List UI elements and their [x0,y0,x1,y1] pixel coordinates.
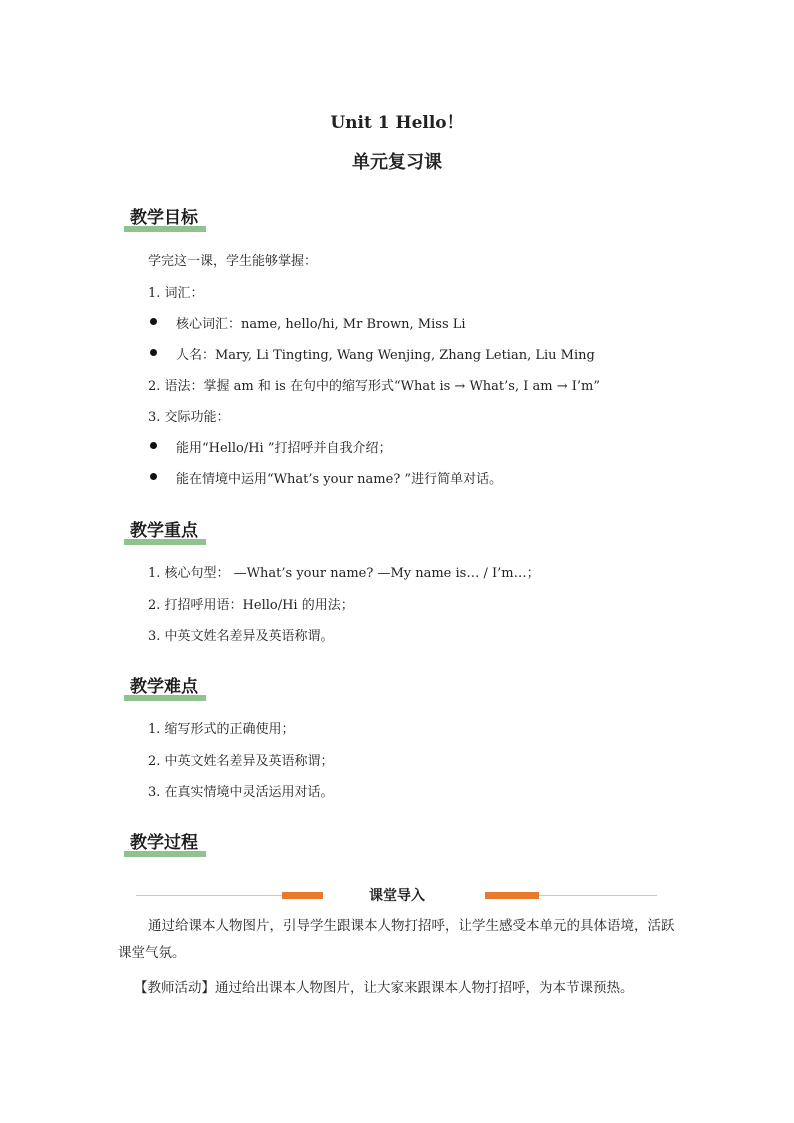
process-paragraph-1: 通过给课本人物图片，引导学生跟课本人物打招呼，让学生感受本单元的具体语境，活跃课堂气氛。 [118,918,675,961]
difficulties-item-3: 3. 在真实情境中灵活运用对话。 [148,785,334,800]
objectives-intro: 学完这一课，学生能够掌握： [148,254,318,269]
key-points-item-1: 1. 核心句型： —What’s your name? —My name is… / I’m…； [148,566,540,581]
section-heading-key-points: 教学重点 [128,516,202,543]
key-points-item-2: 2. 打招呼用语：Hello/Hi 的用法； [148,598,354,613]
section-heading-difficulties: 教学难点 [128,672,202,699]
subsection-heading-intro: 课堂导入 [369,888,425,904]
section-heading-process: 教学过程 [128,828,202,855]
bullet-dot [150,473,157,480]
objectives-bullet-2: 人名：Mary, Li Tingting, Wang Wenjing, Zhang Letian, Liu Ming [176,348,595,363]
objectives-item-2: 2. 语法：掌握 am 和 is 在句中的缩写形式“What is → What’s, I am → I’m” [148,379,600,394]
divider-accent-right [485,892,539,899]
key-points-item-3: 3. 中英文姓名差异及英语称谓。 [148,629,334,644]
difficulties-item-2: 2. 中英文姓名差异及英语称谓； [148,754,334,769]
objectives-bullet-1: 核心词汇：name, hello/hi, Mr Brown, Miss Li [176,317,466,332]
objectives-item-1: 1. 词汇： [148,286,204,301]
objectives-bullet-3: 能用“Hello/Hi ”打招呼并自我介绍； [176,441,392,456]
objectives-bullet-4: 能在情境中运用“What’s your name? ”进行简单对话。 [176,472,503,487]
bullet-dot [150,318,157,325]
bullet-dot [150,442,157,449]
section-heading-objectives: 教学目标 [128,203,202,230]
divider-line-right [539,895,657,896]
unit-title: Unit 1 Hello！ [330,113,464,133]
bullet-dot [150,349,157,356]
process-paragraph-2: 【教师活动】通过给出课本人物图片，让大家来跟课本人物打招呼，为本节课预热。 [134,980,634,996]
lesson-subtitle: 单元复习课 [352,152,442,173]
objectives-item-3: 3. 交际功能： [148,410,230,425]
difficulties-item-1: 1. 缩写形式的正确使用； [148,722,295,737]
